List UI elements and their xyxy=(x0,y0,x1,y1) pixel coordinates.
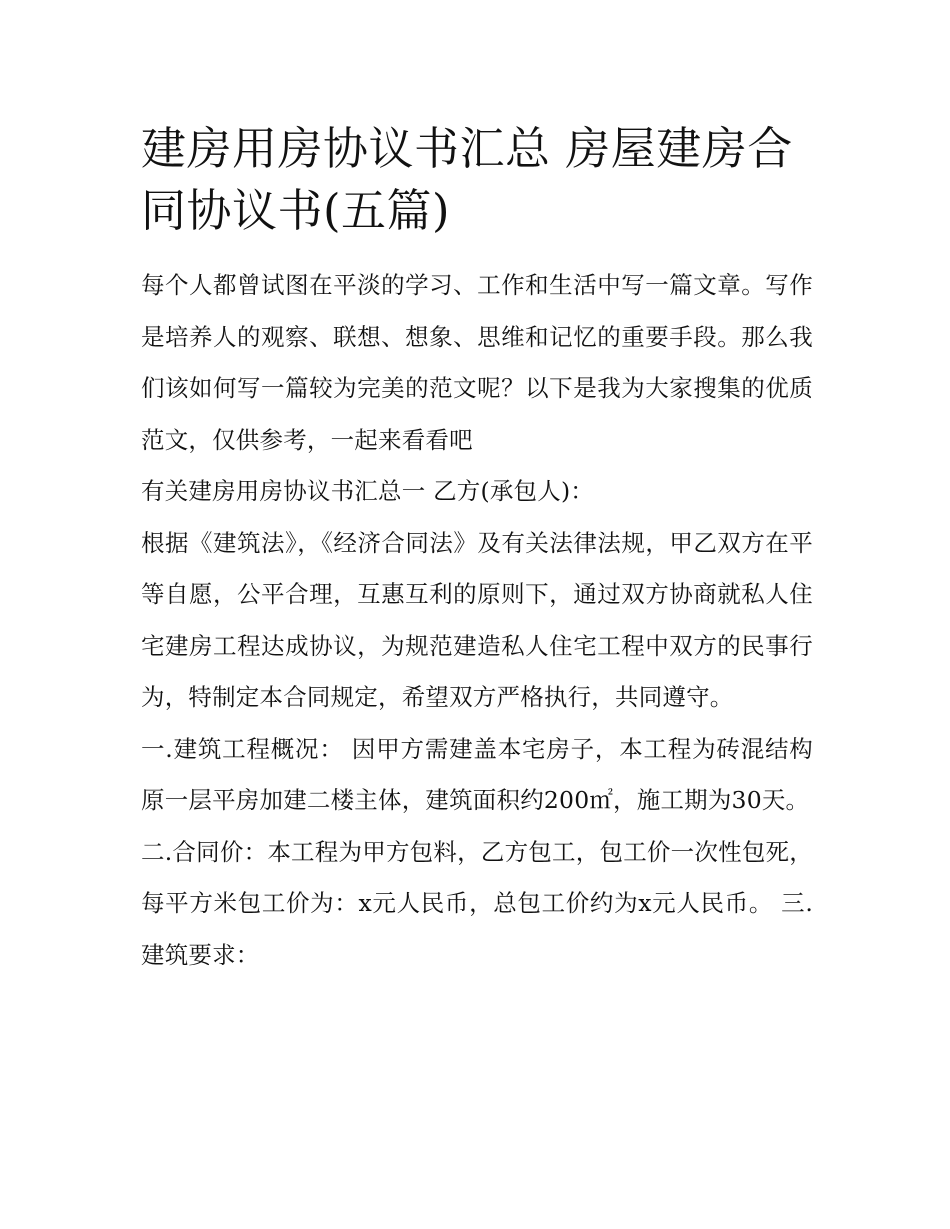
contract-price-paragraph: 二.合同价：本工程为甲方包料，乙方包工，包工价一次性包死，每平方米包工价为：x元人民币，总包工价约为x元人民币。 三.建筑要求： xyxy=(141,837,813,969)
document-title: 建房用房协议书汇总 房屋建房合同协议书(五篇) xyxy=(141,122,793,237)
section-heading-paragraph: 有关建房用房协议书汇总一 乙方(承包人)： xyxy=(141,477,595,505)
project-overview-paragraph: 一.建筑工程概况： 因甲方需建盖本宅房子，本工程为砖混结构原一层平房加建二楼主体，建筑面积约200㎡，施工期为30天。 xyxy=(141,734,813,814)
intro-paragraph: 每个人都曾试图在平淡的学习、工作和生活中写一篇文章。写作是培养人的观察、联想、想象、思维和记忆的重要手段。那么我们该如何写一篇较为完美的范文呢？以下是我为大家搜集的优质范文，仅供参考，一起来看看吧 xyxy=(141,271,813,454)
document-body xyxy=(141,118,813,981)
legal-basis-paragraph: 根据《建筑法》，《经济合同法》及有关法律法规，甲乙双方在平等自愿，公平合理，互惠互利的原则下，通过双方协商就私人住宅建房工程达成协议，为规范建造私人住宅工程中双方的民事行为，特制定本合同规定，希望双方严格执行，共同遵守。 xyxy=(141,528,813,711)
